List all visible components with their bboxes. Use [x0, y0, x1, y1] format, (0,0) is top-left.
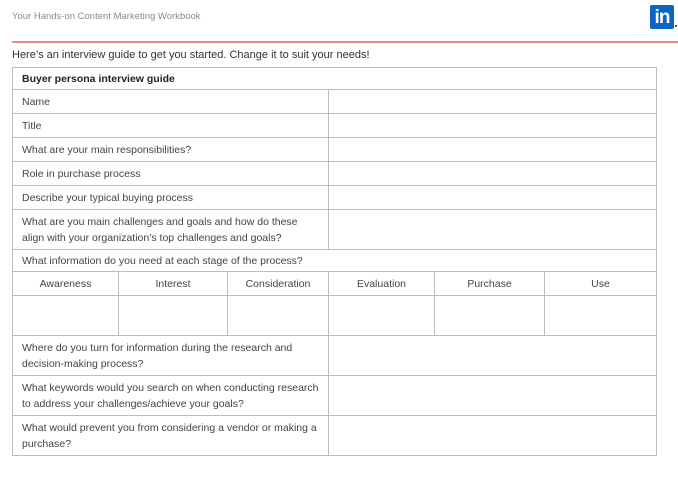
trademark-dot [675, 25, 677, 27]
answer-cell-objections[interactable] [329, 416, 657, 456]
table-title-row [13, 68, 657, 90]
table-row [13, 210, 657, 250]
answer-cell-role[interactable] [329, 162, 657, 186]
stage-header-row [13, 272, 657, 296]
question-label: What would prevent you from considering a vendor or making a purchase? [13, 416, 329, 456]
question-label: Where do you turn for information during the research and decision-making process? [13, 336, 329, 376]
stage-question-row [13, 250, 657, 272]
answer-cell-responsibilities[interactable] [329, 138, 657, 162]
document-header-title: Your Hands-on Content Marketing Workbook [12, 11, 201, 22]
stage-use: Use [545, 272, 657, 296]
interview-guide-table [12, 67, 657, 456]
linkedin-icon: in [650, 5, 674, 29]
answer-cell-name[interactable] [329, 90, 657, 114]
answer-cell-information-sources[interactable] [329, 336, 657, 376]
answer-cell-consideration[interactable] [228, 296, 329, 336]
table-row [13, 376, 657, 416]
stage-purchase: Purchase [435, 272, 545, 296]
answer-cell-awareness[interactable] [13, 296, 119, 336]
answer-cell-purchase[interactable] [435, 296, 545, 336]
answer-cell-evaluation[interactable] [329, 296, 435, 336]
answer-cell-keywords[interactable] [329, 376, 657, 416]
header-divider [12, 41, 678, 43]
table-row [13, 114, 657, 138]
intro-text: Here’s an interview guide to get you started. Change it to suit your needs! [12, 49, 370, 61]
table-row [13, 162, 657, 186]
stage-awareness: Awareness [13, 272, 119, 296]
question-label: Describe your typical buying process [13, 186, 329, 210]
answer-cell-title[interactable] [329, 114, 657, 138]
answer-cell-use[interactable] [545, 296, 657, 336]
stage-interest: Interest [119, 272, 228, 296]
answer-cell-buying-process[interactable] [329, 186, 657, 210]
table-row [13, 138, 657, 162]
table-row [13, 336, 657, 376]
question-label: What are you main challenges and goals and how do these align with your organization’s top challenges and goals? [13, 210, 329, 250]
question-label: What are your main responsibilities? [13, 138, 329, 162]
stage-question-label: What information do you need at each stage of the process? [13, 250, 657, 272]
table-row [13, 416, 657, 456]
stage-answer-row [13, 296, 657, 336]
answer-cell-challenges[interactable] [329, 210, 657, 250]
stage-consideration: Consideration [228, 272, 329, 296]
question-label: What keywords would you search on when conducting research to address your challenges/achieve your goals? [13, 376, 329, 416]
table-row [13, 90, 657, 114]
question-label: Title [13, 114, 329, 138]
question-label: Role in purchase process [13, 162, 329, 186]
stage-evaluation: Evaluation [329, 272, 435, 296]
answer-cell-interest[interactable] [119, 296, 228, 336]
table-row [13, 186, 657, 210]
question-label: Name [13, 90, 329, 114]
table-title: Buyer persona interview guide [13, 68, 657, 90]
